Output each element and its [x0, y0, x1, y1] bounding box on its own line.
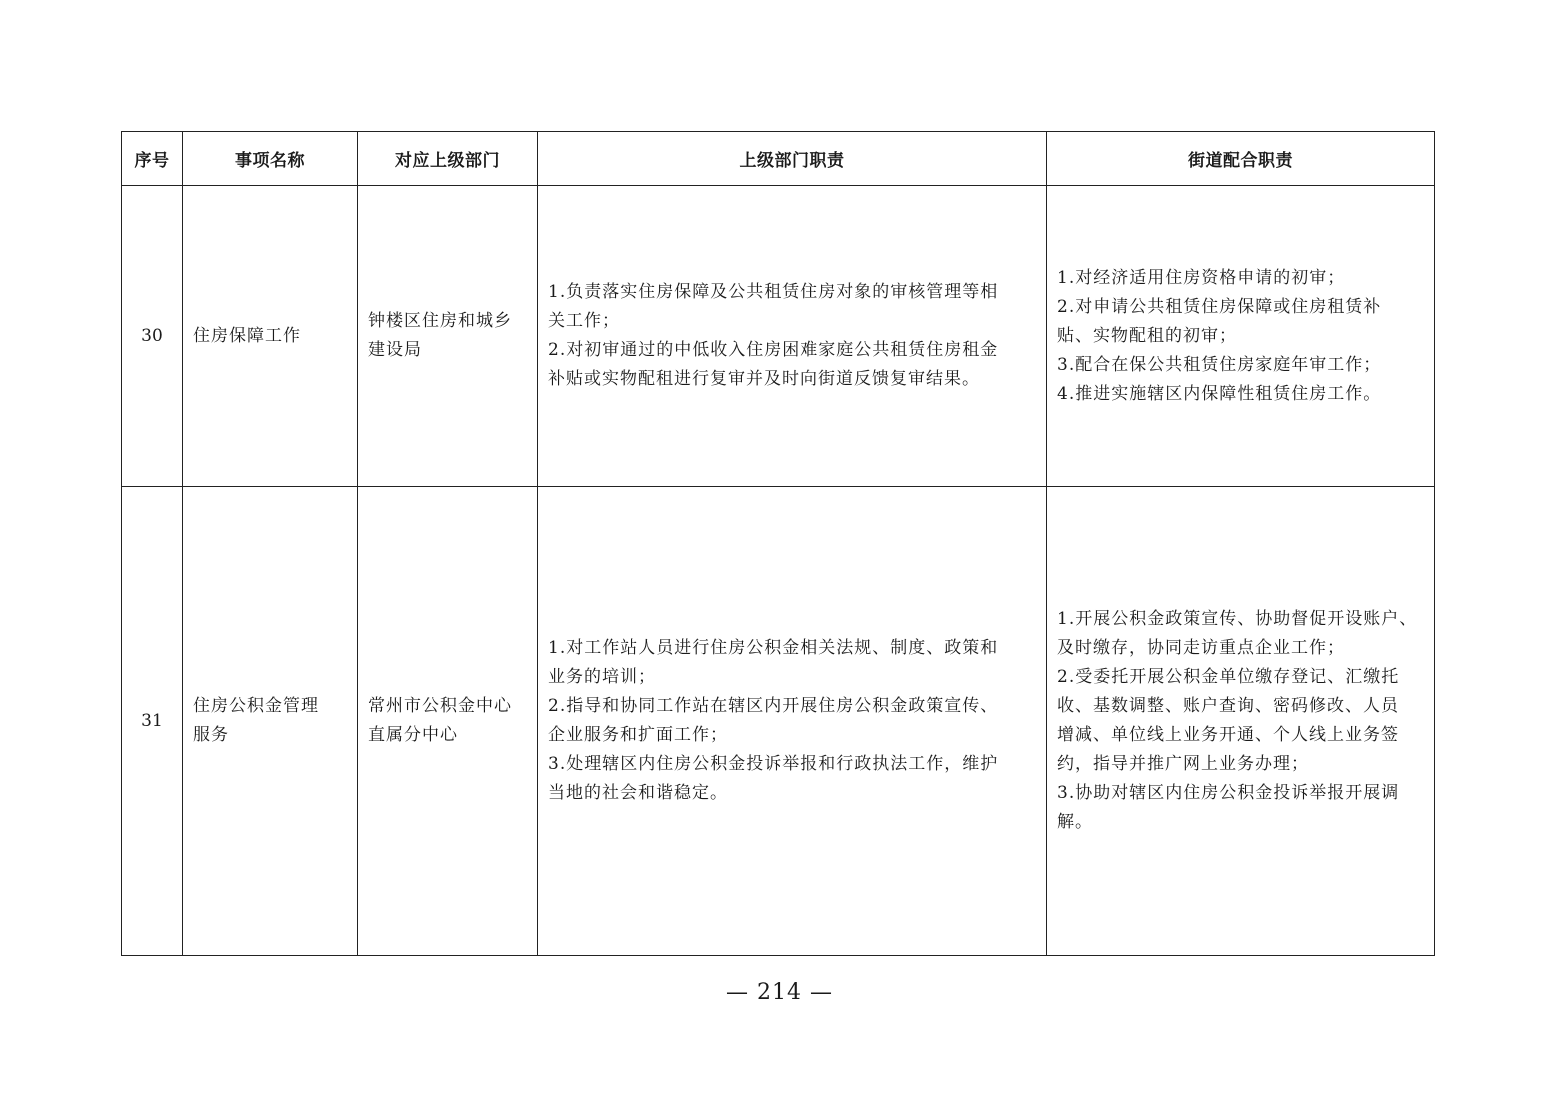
text-line: 1.对工作站人员进行住房公积金相关法规、制度、政策和 — [548, 638, 999, 658]
text-line: 收、基数调整、账户查询、密码修改、人员 — [1057, 696, 1399, 716]
row-serial-number: 31 — [122, 487, 183, 956]
header-upper-department: 对应上级部门 — [358, 132, 538, 186]
text-line: 3.处理辖区内住房公积金投诉举报和行政执法工作，维护 — [548, 754, 999, 774]
table-row — [122, 487, 1435, 956]
text-line: 服务 — [193, 725, 229, 745]
text-line: 2.对申请公共租赁住房保障或住房租赁补 — [1057, 296, 1382, 317]
text-line: 约，指导并推广网上业务办理； — [1057, 754, 1309, 774]
text-line: 3.协助对辖区内住房公积金投诉举报开展调 — [1057, 783, 1400, 803]
text-line: 补贴或实物配租进行复审并及时向街道反馈复审结果。 — [548, 369, 980, 389]
table-row — [122, 186, 1435, 487]
text-line: 建设局 — [368, 340, 422, 360]
row-upper-department — [358, 186, 538, 487]
text-line: 关工作； — [548, 311, 620, 331]
row-upper-department — [358, 487, 538, 956]
header-street-duties: 街道配合职责 — [1047, 132, 1435, 186]
text-line: 贴、实物配租的初审； — [1057, 325, 1237, 346]
responsibility-table — [121, 131, 1435, 956]
text-line: 常州市公积金中心 — [368, 696, 512, 716]
row-item-name — [183, 186, 358, 487]
text-line: 解。 — [1057, 812, 1093, 832]
text-line: 3.配合在保公共租赁住房家庭年审工作； — [1057, 354, 1382, 375]
row-item-name — [183, 487, 358, 956]
text-line: 2.对初审通过的中低收入住房困难家庭公共租赁住房租金 — [548, 340, 999, 360]
text-line: 1.对经济适用住房资格申请的初审； — [1057, 267, 1346, 288]
text-line: 企业服务和扩面工作； — [548, 725, 728, 745]
text-line: 住房公积金管理 — [193, 696, 319, 716]
text-line: 1.开展公积金政策宣传、协助督促开设账户、 — [1057, 609, 1418, 629]
text-line: 业务的培训； — [548, 667, 656, 687]
row-street-duties — [1047, 186, 1435, 487]
text-line: 2.受委托开展公积金单位缴存登记、汇缴托 — [1057, 667, 1400, 687]
text-line: 4.推进实施辖区内保障性租赁住房工作。 — [1057, 383, 1382, 404]
text-line: 及时缴存，协同走访重点企业工作； — [1057, 638, 1345, 658]
row-upper-duties — [538, 186, 1047, 487]
text-line: 住房保障工作 — [193, 325, 301, 346]
text-line: 增减、单位线上业务开通、个人线上业务签 — [1057, 725, 1399, 745]
row-upper-duties — [538, 487, 1047, 956]
table-header-row — [122, 132, 1435, 186]
header-item-name: 事项名称 — [183, 132, 358, 186]
header-upper-duties: 上级部门职责 — [538, 132, 1047, 186]
text-line: 直属分中心 — [368, 725, 458, 745]
text-line: 2.指导和协同工作站在辖区内开展住房公积金政策宣传、 — [548, 696, 999, 716]
text-line: 当地的社会和谐稳定。 — [548, 783, 728, 803]
row-street-duties — [1047, 487, 1435, 956]
text-line: 钟楼区住房和城乡 — [368, 311, 512, 331]
row-serial-number: 30 — [122, 186, 183, 487]
text-line: 1.负责落实住房保障及公共租赁住房对象的审核管理等相 — [548, 282, 999, 302]
page-number: — 214 — — [726, 980, 833, 1005]
header-serial-number: 序号 — [122, 132, 183, 186]
